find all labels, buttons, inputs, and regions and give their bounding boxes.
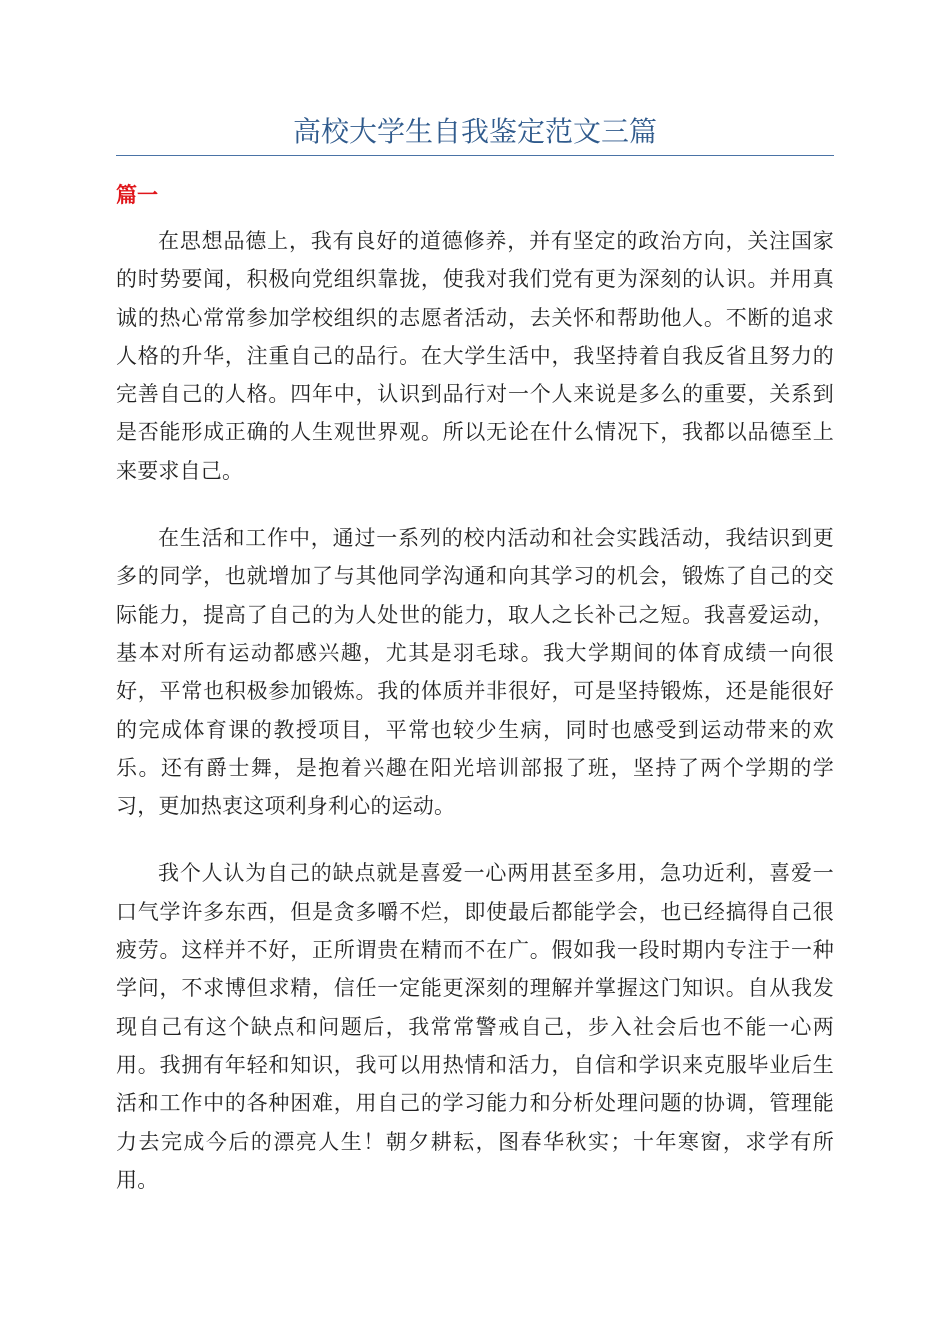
paragraph-3: 我个人认为自己的缺点就是喜爱一心两用甚至多用，急功近利，喜爱一口气学许多东西，但是贪多嚼不烂，即使最后都能学会，也已经搞得自己很疲劳。这样并不好，正所谓贵在精而不在广。假如我一段时期内专注于一种学问，不求博但求精，信任一定能更深刻的理解并掌握这门知识。自从我发现自己有这个缺点和问题后，我常常警戒自己，步入社会后也不能一心两用。我拥有年轻和知识，我可以用热情和活力，自信和学识来克服毕业后生活和工作中的各种困难，用自己的学习能力和分析处理问题的协调，管理能力去完成今后的漂亮人生！朝夕耕耘，图春华秋实；十年寒窗，求学有所用。 (116, 861, 834, 1192)
document-title: 高校大学生自我鉴定范文三篇 (292, 115, 657, 148)
paragraph-2: 在生活和工作中，通过一系列的校内活动和社会实践活动，我结识到更多的同学，也就增加了与其他同学沟通和向其学习的机会，锻炼了自己的交际能力，提高了自己的为人处世的能力，取人之长补己之短。我喜爱运动，基本对所有运动都感兴趣，尤其是羽毛球。我大学期间的体育成绩一向很好，平常也积极参加锻炼。我的体质并非很好，可是坚持锻炼，还是能很好的完成体育课的教授项目，平常也较少生病，同时也感受到运动带来的欢乐。还有爵士舞，是抱着兴趣在阳光培训部报了班，坚持了两个学期的学习，更加热衷这项利身利心的运动。 (116, 526, 834, 819)
title-underline-divider (116, 155, 834, 156)
body-text (116, 222, 834, 1228)
paragraph-1: 在思想品德上，我有良好的道德修养，并有坚定的政治方向，关注国家的时势要闻，积极向党组织靠拢，使我对我们党有更为深刻的认识。并用真诚的热心常常参加学校组织的志愿者活动，去关怀和帮助他人。不断的追求人格的升华，注重自己的品行。在大学生活中，我坚持着自我反省且努力的完善自己的人格。四年中，认识到品行对一个人来说是多么的重要，关系到是否能形成正确的人生观世界观。所以无论在什么情况下，我都以品德至上来要求自己。 (116, 229, 834, 483)
section-heading: 篇一 (116, 183, 158, 207)
